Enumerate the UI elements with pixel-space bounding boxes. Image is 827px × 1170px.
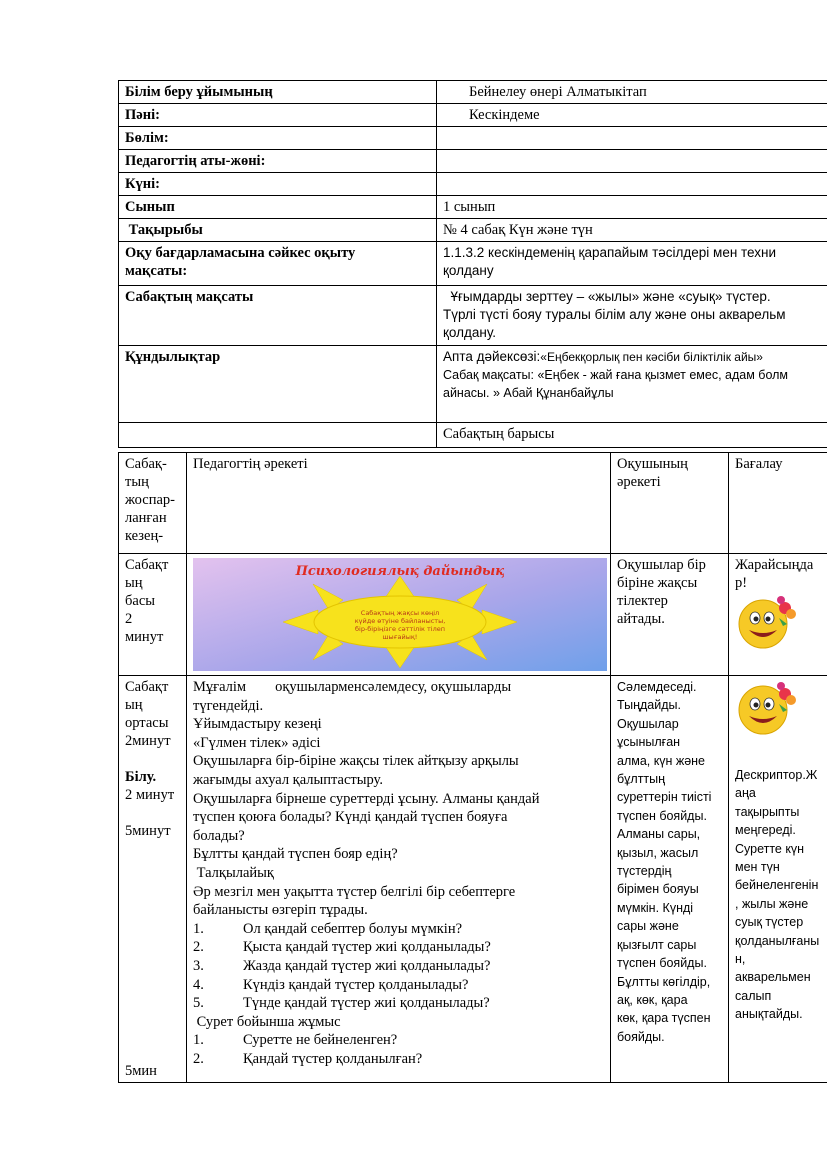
stage-header-line: тың (125, 474, 149, 490)
teacher-line: түспен қоюға болады? Күнді қандай түспен бояуға (193, 809, 508, 826)
student-line: бірімен бояуы (617, 882, 699, 897)
quote-text: «Еңбекқорлық пен кәсіби біліктілік айы» (540, 350, 763, 364)
assessment-line: меңгереді. (735, 823, 796, 838)
list-item (193, 976, 604, 995)
header-value: Кескіндеме (437, 104, 827, 127)
student-line: Бұлтты көгілдір, (617, 974, 711, 989)
header-row (119, 173, 827, 196)
header-label: Бөлім: (119, 127, 437, 150)
student-line: бұлттың (617, 772, 666, 787)
assessment-line: Суретте күн (735, 841, 804, 856)
stage-line (125, 750, 180, 768)
item-number: 2. (193, 1050, 204, 1067)
student-line: тілектер (617, 593, 668, 609)
list-item (193, 994, 604, 1013)
picture-questions (193, 1031, 604, 1068)
banner-text-line: Сабақтың жақсы көңіл (360, 609, 440, 617)
discussion-questions (193, 920, 604, 1013)
stage-cell (119, 554, 187, 676)
item-text: Қандай түстер қолданылған? (243, 1050, 423, 1067)
stage-line (125, 804, 180, 822)
item-number: 5. (193, 995, 204, 1012)
curriculum-value-line: 1.1.3.2 кескіндеменің қарапайым тәсілдері мен техни (443, 245, 777, 260)
lesson-middle-row (119, 676, 827, 1083)
header-value (437, 127, 827, 150)
assessment-line: салып (735, 988, 772, 1003)
stage-header-line: Сабақ- (125, 456, 167, 472)
item-text: Қыста қандай түстер жиі қолданылады? (243, 939, 491, 956)
student-line: Сәлемдеседі. (617, 680, 697, 694)
header-row (119, 127, 827, 150)
assessment-line: Дескриптор.Ж (735, 768, 818, 782)
teacher-line: түгендейді. (193, 697, 264, 714)
header-label: Пәні: (119, 104, 437, 127)
values-label: Құндылықтар (119, 346, 437, 423)
stage-header (119, 453, 187, 554)
values-line (443, 348, 827, 366)
teacher-line: Ұйымдастыру кезеңі (193, 716, 322, 733)
stage-line: Білу. (125, 769, 157, 785)
stage-header-line: ланған (125, 510, 167, 526)
teacher-line: болады? (193, 827, 245, 844)
header-label: Білім беру ұйымының (119, 81, 437, 104)
values-line: Сабақ мақсаты: «Еңбек - жай ғана қызмет емес, адам болм (443, 368, 789, 382)
banner-title: Психологиялық дайындық (295, 564, 505, 579)
student-line: көк, қара түспен (617, 1011, 711, 1026)
stage-line: ың (125, 575, 143, 591)
psychology-banner-image (193, 558, 607, 671)
smiley-flower-icon (735, 592, 799, 652)
lesson-progress-table (118, 452, 827, 1083)
stage-line: 2 (125, 611, 133, 627)
teacher-header: Педагогтің әрекеті (187, 453, 611, 554)
empty-cell (119, 423, 437, 448)
student-header-line: Оқушының (617, 456, 688, 472)
teacher-line: Оқушыларға бір-біріне жақсы тілек айтқызу арқылы (193, 753, 519, 770)
teacher-line: Мұғалім оқушыларменсәлемдесу, оқушыларды (193, 679, 512, 695)
item-number: 1. (193, 1032, 204, 1049)
item-text: Суретте не бейнеленген? (243, 1032, 398, 1049)
values-line: айнасы. » Абай Құнанбайұлы (443, 386, 614, 400)
teacher-line: байланысты өзгеріп тұрады. (193, 902, 368, 919)
assessment-line: бейнеленгенін (735, 878, 819, 893)
values-value (437, 346, 827, 423)
item-text: Күндіз қандай түстер қолданылады? (243, 976, 469, 993)
item-text: Жазда қандай түстер жиі қолданылады? (243, 957, 491, 974)
stage-line: минут (125, 629, 164, 645)
student-header (611, 453, 729, 554)
assessment-header: Бағалау (729, 453, 827, 554)
progress-title-row (119, 423, 827, 448)
assessment-cell (729, 676, 827, 1083)
student-line: ақ, көк, қара (617, 992, 688, 1007)
curriculum-goal-row (119, 242, 827, 286)
student-line: түстердің (617, 864, 672, 879)
teacher-line: Оқушыларға бірнеше суреттерді ұсыну. Алманы қандай (193, 790, 540, 807)
student-line: ұсынылған (617, 735, 681, 750)
lesson-value-line: Ұғымдарды зерттеу – «жылы» және «суық» түстер. (443, 289, 771, 304)
student-line: түспен бояйды. (617, 956, 707, 971)
list-item (193, 938, 604, 957)
stage-line: ың (125, 697, 143, 713)
lesson-value-line: Түрлі түсті бояу туралы білім алу және оны акварельм (443, 307, 786, 322)
student-line: мүмкін. Күнді (617, 900, 694, 915)
assessment-line: акварельмен (735, 970, 811, 985)
quote-label: Апта дәйексөзі: (443, 349, 541, 364)
stage-line: 5минут (125, 823, 171, 839)
item-text: Түнде қандай түстер жиі қолданылады? (243, 995, 490, 1012)
teacher-line: Бұлтты қандай түспен бояр едің? (193, 846, 398, 863)
teacher-cell (187, 554, 611, 676)
stage-line: 2 минут (125, 787, 175, 803)
header-value (437, 150, 827, 173)
student-cell (611, 676, 729, 1083)
student-line: Оқушылар (617, 716, 679, 731)
header-row (119, 219, 827, 242)
header-label: Тақырыбы (119, 219, 437, 242)
lesson-goal-row (119, 286, 827, 346)
lesson-goal-label: Сабақтың мақсаты (119, 286, 437, 346)
values-row (119, 346, 827, 423)
student-line: бояйды. (617, 1029, 665, 1044)
curriculum-label-line: мақсаты: (125, 263, 188, 279)
student-line: Оқушылар бір (617, 557, 706, 573)
item-number: 3. (193, 957, 204, 974)
stage-header-line: кезең- (125, 528, 164, 544)
student-line: айтады. (617, 611, 665, 627)
list-item (193, 1031, 604, 1050)
lesson-start-row (119, 554, 827, 676)
student-line: түспен бояйды. (617, 808, 707, 823)
banner-text-line: бір-біріңізге сәттілік тілеп (355, 625, 445, 633)
assessment-line: , жылы және (735, 896, 809, 911)
curriculum-value-line: қолдану (443, 263, 494, 278)
banner-text-line: шығайық! (382, 633, 418, 641)
header-value: № 4 сабақ Күн және түн (437, 219, 827, 242)
stage-line: ортасы (125, 715, 169, 731)
curriculum-goal-value (437, 242, 827, 286)
item-number: 2. (193, 939, 204, 956)
curriculum-label-line: Оқу бағдарламасына сәйкес оқыту (125, 245, 356, 261)
header-row (119, 104, 827, 127)
column-header-row (119, 453, 827, 554)
teacher-line: Талқылайық (193, 864, 274, 881)
stage-line: 2минут (125, 733, 171, 749)
assessment-cell (729, 554, 827, 676)
stage-line: 5мин (125, 1063, 157, 1079)
item-number: 4. (193, 976, 204, 993)
assessment-line: анықтайды. (735, 1007, 803, 1022)
teacher-line: Әр мезгіл мен уақытта түстер белгілі бір себептерге (193, 883, 516, 900)
list-item (193, 957, 604, 976)
teacher-line: Сурет бойынша жұмыс (193, 1013, 341, 1030)
smiley-flower-icon (735, 678, 799, 738)
assessment-line: тақырыпты (735, 804, 800, 819)
header-value (437, 173, 827, 196)
assessment-line: н, (735, 952, 746, 967)
student-line: сары және (617, 919, 679, 934)
stage-cell (119, 676, 187, 1083)
assessment-line: аңа (735, 786, 756, 801)
header-value: 1 сынып (437, 196, 827, 219)
banner-text-line: күйде өтуіне байланысты, (354, 617, 446, 625)
item-number: 1. (193, 920, 204, 937)
header-value: Бейнелеу өнері Алматыкітап (437, 81, 827, 104)
header-row (119, 196, 827, 219)
student-line: қызыл, жасыл (617, 845, 699, 860)
curriculum-goal-label (119, 242, 437, 286)
student-line: біріне жақсы (617, 575, 698, 591)
lesson-goal-value (437, 286, 827, 346)
teacher-cell (187, 676, 611, 1083)
assessment-line: Жарайсыңда (735, 557, 814, 573)
student-cell (611, 554, 729, 676)
assessment-line: суық түстер (735, 915, 804, 930)
progress-title: Сабақтың барысы (437, 423, 827, 448)
assessment-line: р! (735, 575, 748, 591)
teacher-line: «Гүлмен тілек» әдісі (193, 734, 321, 751)
header-row (119, 150, 827, 173)
student-line: суреттерін тиісті (617, 790, 712, 805)
stage-line: Сабақт (125, 557, 169, 573)
header-label: Күні: (119, 173, 437, 196)
student-line: Тыңдайды. (617, 698, 681, 713)
student-header-line: әрекеті (617, 474, 661, 490)
student-line: Алманы сары, (617, 827, 701, 842)
list-item (193, 920, 604, 939)
stage-line: Сабақт (125, 679, 169, 695)
student-line: алма, күн және (617, 753, 706, 768)
header-label: Сынып (119, 196, 437, 219)
list-item (193, 1050, 604, 1069)
item-text: Ол қандай себептер болуы мүмкін? (243, 920, 463, 937)
student-line: қызғылт сары (617, 937, 697, 952)
header-row (119, 81, 827, 104)
lesson-header-table (118, 80, 827, 448)
lesson-value-line: қолдану. (443, 325, 496, 340)
assessment-line: қолданылғаны (735, 933, 820, 948)
teacher-line: жағымды ахуал қалыптастыру. (193, 771, 383, 788)
stage-line: басы (125, 593, 155, 609)
stage-header-line: жоспар- (125, 492, 175, 508)
assessment-line: мен түн (735, 860, 780, 875)
header-label: Педагогтің аты-жөні: (119, 150, 437, 173)
